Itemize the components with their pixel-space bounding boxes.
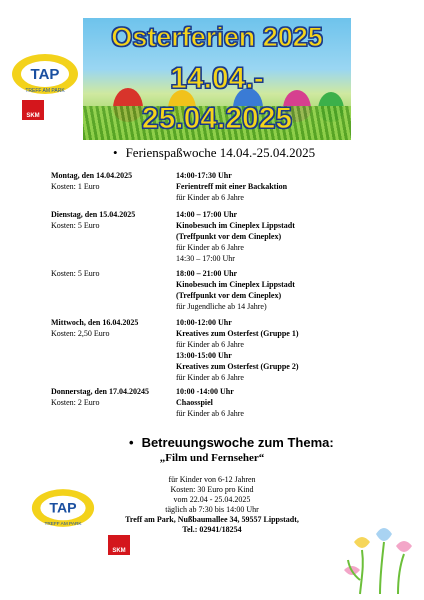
info-daily-time: täglich ab 7:30 bis 14:00 Uhr bbox=[165, 505, 259, 514]
bullet-icon: • bbox=[129, 435, 134, 450]
skm-logo-bottom bbox=[108, 535, 130, 555]
activity-time: 10:00 -14:00 Uhr bbox=[176, 387, 234, 396]
skm-logo-top bbox=[22, 100, 44, 120]
info-age: für Kinder von 6-12 Jahren bbox=[168, 475, 256, 484]
activity-age: für Kinder ab 6 Jahre bbox=[176, 340, 244, 349]
activity-time: 14:00 – 17:00 Uhr bbox=[176, 210, 238, 219]
activity-meeting-point: (Treffpunkt vor dem Cineplex) bbox=[176, 232, 282, 241]
activity-age: für Kinder ab 6 Jahre bbox=[176, 193, 244, 202]
day-tuesday-evening bbox=[51, 268, 171, 279]
day-cost: Kosten: 5 Euro bbox=[51, 221, 100, 230]
heading-text: Betreuungswoche zum Thema: bbox=[141, 435, 334, 450]
info-dates: vom 22.04 - 25.04.2025 bbox=[173, 495, 251, 504]
activity-thursday bbox=[176, 386, 376, 419]
activity-age: für Jugendliche ab 14 Jahre) bbox=[176, 302, 267, 311]
section-betreuungswoche-subtitle: „Film und Fernseher“ bbox=[159, 452, 265, 464]
info-address: Treff am Park, Nußbaumallee 34, 59557 Lippstadt, bbox=[125, 515, 299, 524]
activity-meeting-point: (Treffpunkt vor dem Cineplex) bbox=[176, 291, 282, 300]
skm-logo-text: SKM bbox=[112, 548, 126, 554]
day-tuesday bbox=[51, 209, 171, 231]
activity-time: 14:00-17:30 Uhr bbox=[176, 171, 232, 180]
day-cost: Kosten: 5 Euro bbox=[51, 269, 100, 278]
day-thursday bbox=[51, 386, 171, 408]
tap-logo-top bbox=[10, 52, 80, 96]
activity-monday bbox=[176, 170, 376, 203]
day-date: Montag, den 14.04.2025 bbox=[51, 171, 133, 180]
tap-logo-bottom bbox=[30, 487, 96, 529]
activity-time: 18:00 – 21:00 Uhr bbox=[176, 269, 238, 278]
activity-title: Kreatives zum Osterfest (Gruppe 1) bbox=[176, 329, 299, 338]
info-cost: Kosten: 30 Euro pro Kind bbox=[170, 485, 254, 494]
day-monday bbox=[51, 170, 171, 192]
day-wednesday bbox=[51, 317, 171, 339]
day-date: Donnerstag, den 17.04.20245 bbox=[51, 387, 150, 396]
activity-tuesday-2 bbox=[176, 268, 376, 312]
section-betreuungswoche-heading bbox=[129, 435, 334, 450]
banner-title: Osterferien 2025 bbox=[111, 22, 323, 52]
tap-logo-text: TAP bbox=[30, 66, 60, 83]
activity-title: Kinobesuch im Cineplex Lippstadt bbox=[176, 280, 295, 289]
activity-age: für Kinder ab 6 Jahre bbox=[176, 409, 244, 418]
day-cost: Kosten: 2 Euro bbox=[51, 398, 100, 407]
banner-date-end: 25.04.2025 bbox=[141, 102, 293, 135]
activity-extra-time: 14:30 – 17:00 Uhr bbox=[176, 254, 235, 263]
activity-title: Chaosspiel bbox=[176, 398, 213, 407]
day-cost: Kosten: 1 Euro bbox=[51, 182, 100, 191]
activity-age: für Kinder ab 6 Jahre bbox=[176, 373, 244, 382]
activity-age: für Kinder ab 6 Jahre bbox=[176, 243, 244, 252]
section-ferienspasswoche-heading bbox=[113, 145, 315, 161]
skm-logo-text: SKM bbox=[26, 113, 40, 119]
activity-time: 10:00-12:00 Uhr bbox=[176, 318, 232, 327]
activity-tuesday-1 bbox=[176, 209, 376, 264]
header-banner bbox=[83, 18, 351, 140]
day-cost: Kosten: 2,50 Euro bbox=[51, 329, 110, 338]
activity-title: Ferientreff mit einer Backaktion bbox=[176, 182, 288, 191]
day-date: Dienstag, den 15.04.2025 bbox=[51, 210, 136, 219]
tap-logo-ring-text: TREFF AM PARK bbox=[44, 520, 82, 526]
info-phone: Tel.: 02941/18254 bbox=[182, 525, 242, 534]
bullet-icon: • bbox=[113, 145, 118, 160]
activity-title: Kinobesuch im Cineplex Lippstadt bbox=[176, 221, 295, 230]
tap-logo-ring-text: TREFF AM PARK bbox=[25, 88, 65, 94]
day-date: Mittwoch, den 16.04.2025 bbox=[51, 318, 139, 327]
activity-time: 13:00-15:00 Uhr bbox=[176, 351, 232, 360]
banner-date-start: 14.04.- bbox=[170, 62, 264, 95]
tap-logo-text: TAP bbox=[49, 499, 77, 516]
heading-text: Ferienspaßwoche 14.04.-25.04.2025 bbox=[125, 145, 316, 160]
activity-wednesday bbox=[176, 317, 376, 383]
activity-title: Kreatives zum Osterfest (Gruppe 2) bbox=[176, 362, 299, 371]
tulips-illustration bbox=[340, 520, 420, 595]
